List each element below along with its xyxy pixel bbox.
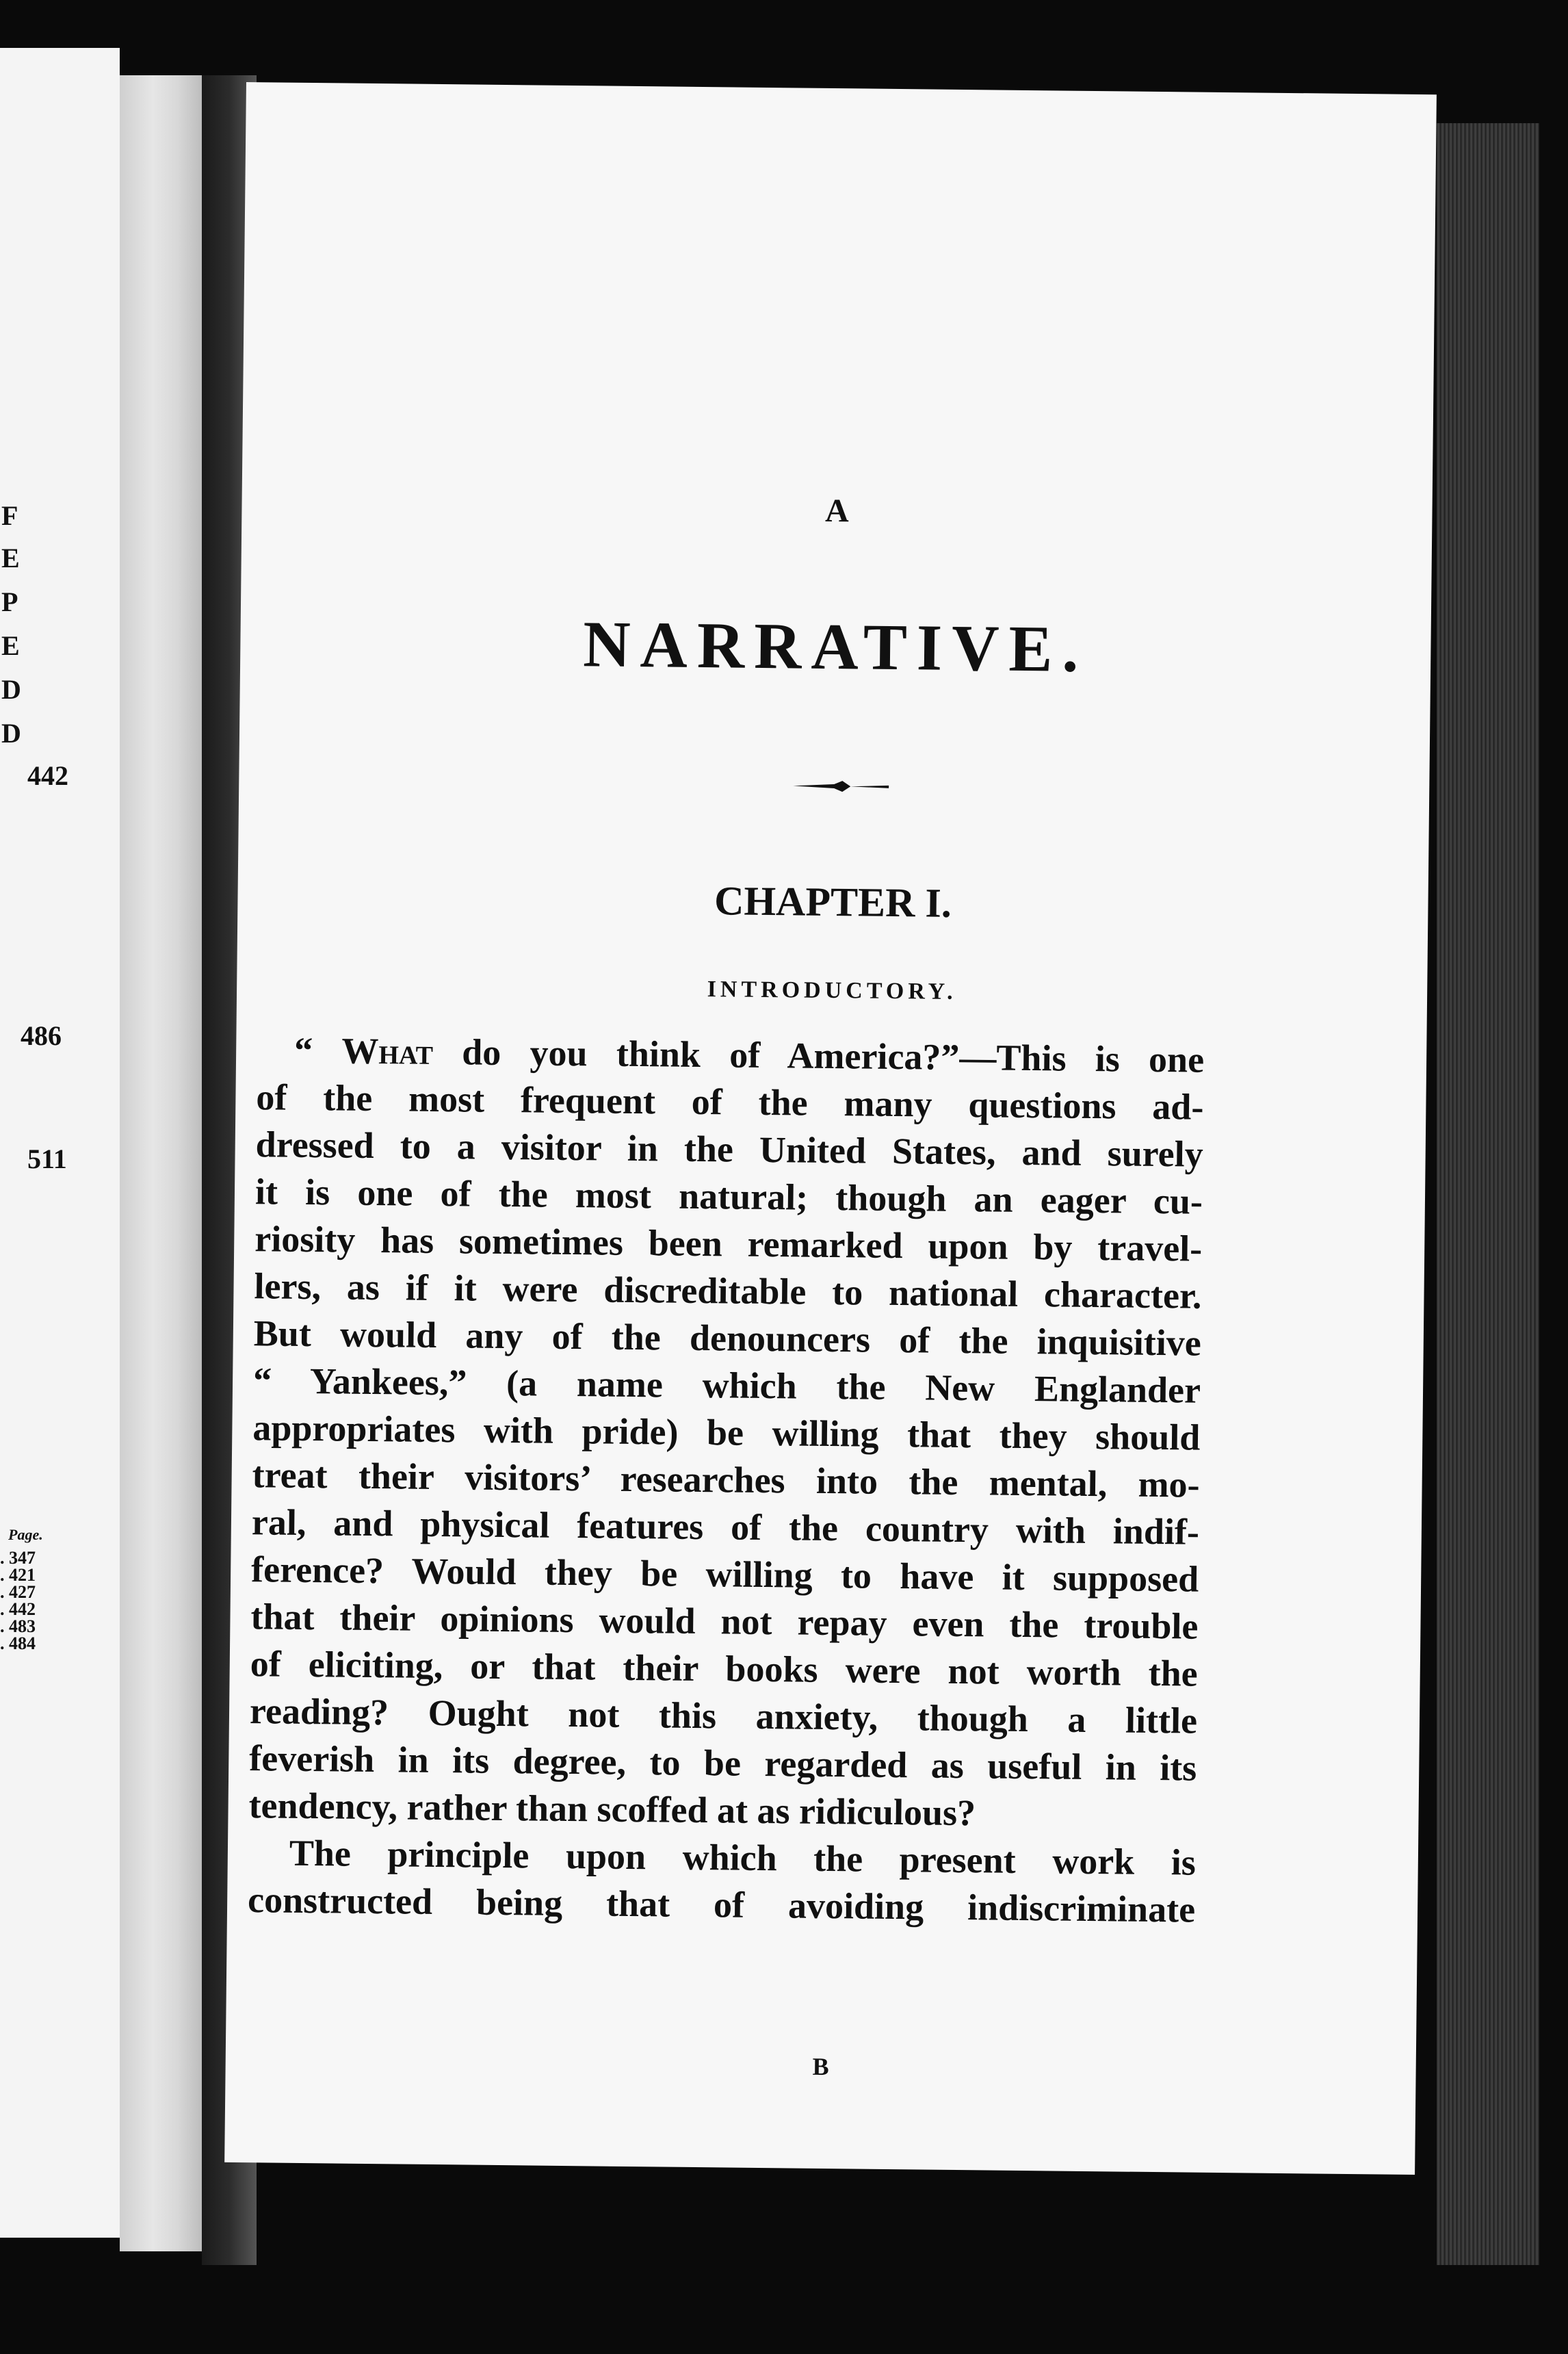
left-letter: E xyxy=(1,630,20,661)
contents-page-number: . 483 xyxy=(0,1616,36,1636)
contents-page-number: . 347 xyxy=(0,1548,36,1568)
text-line: The principle upon which the present work is xyxy=(289,1832,1197,1883)
ornament-divider-icon xyxy=(793,779,889,793)
left-facing-page xyxy=(0,48,120,2238)
text-line: constructed being that of avoiding indiscriminate xyxy=(247,1879,1196,1930)
heading-article: A xyxy=(824,492,850,530)
book-binding xyxy=(120,75,202,2251)
chapter-heading: CHAPTER I. xyxy=(714,878,952,926)
signature-mark: B xyxy=(812,2052,829,2081)
contents-page-number: . 421 xyxy=(0,1565,36,1585)
left-letter: D xyxy=(1,718,21,749)
text-line: that their opinions would not repay even the trouble xyxy=(250,1596,1199,1647)
left-letter: P xyxy=(1,586,18,617)
page-title: NARRATIVE. xyxy=(582,607,1089,686)
opening-quote: “ xyxy=(293,1029,342,1072)
body-text xyxy=(248,1026,1205,1933)
page-edges xyxy=(1437,123,1539,2265)
left-page-number: 442 xyxy=(27,760,68,791)
left-letter: D xyxy=(1,674,21,705)
text-line: riosity has sometimes been remarked upon by travel- xyxy=(254,1218,1203,1269)
lead-word: What xyxy=(341,1030,434,1072)
text-line: treat their visitors’ researches into the mental, mo- xyxy=(252,1454,1200,1505)
left-page-number: 511 xyxy=(27,1143,67,1174)
text-line: tendency, rather than scoffed at as ridiculous? xyxy=(248,1785,976,1834)
text-line: “ Yankees,” (a name which the New Englander xyxy=(252,1360,1201,1411)
text-line: appropriates with pride) be willing that they should xyxy=(252,1407,1201,1458)
contents-page-number: . 427 xyxy=(0,1582,36,1602)
text-line: ral, and physical features of the country with indif- xyxy=(251,1501,1200,1553)
text-line: it is one of the most natural; though an eager cu- xyxy=(254,1171,1203,1222)
main-page xyxy=(224,82,1437,2175)
text-line: reading? Ought not this anxiety, though a little xyxy=(249,1690,1198,1742)
text-line: of eliciting, or that their books were not worth the xyxy=(250,1643,1199,1694)
left-letter: E xyxy=(1,543,20,573)
chapter-subheading: INTRODUCTORY. xyxy=(707,976,957,1005)
text-line: lers, as if it were discreditable to national character. xyxy=(254,1265,1202,1317)
contents-page-number: . 484 xyxy=(0,1633,36,1653)
text-line: But would any of the denouncers of the inquisitive xyxy=(253,1312,1202,1364)
text-line: ference? Would they be willing to have it supposed xyxy=(250,1549,1199,1600)
text-line: of the most frequent of the many questions ad- xyxy=(256,1076,1204,1128)
text-line: feverish in its degree, to be regarded as useful in its xyxy=(249,1737,1197,1789)
line-text: do you think of America?”—This is one xyxy=(432,1031,1205,1081)
left-letter: F xyxy=(1,500,18,531)
contents-page-header: Page. xyxy=(8,1526,43,1543)
text-line: dressed to a visitor in the United States, and surely xyxy=(255,1124,1203,1175)
contents-page-number: . 442 xyxy=(0,1599,36,1619)
left-page-number: 486 xyxy=(21,1020,62,1051)
